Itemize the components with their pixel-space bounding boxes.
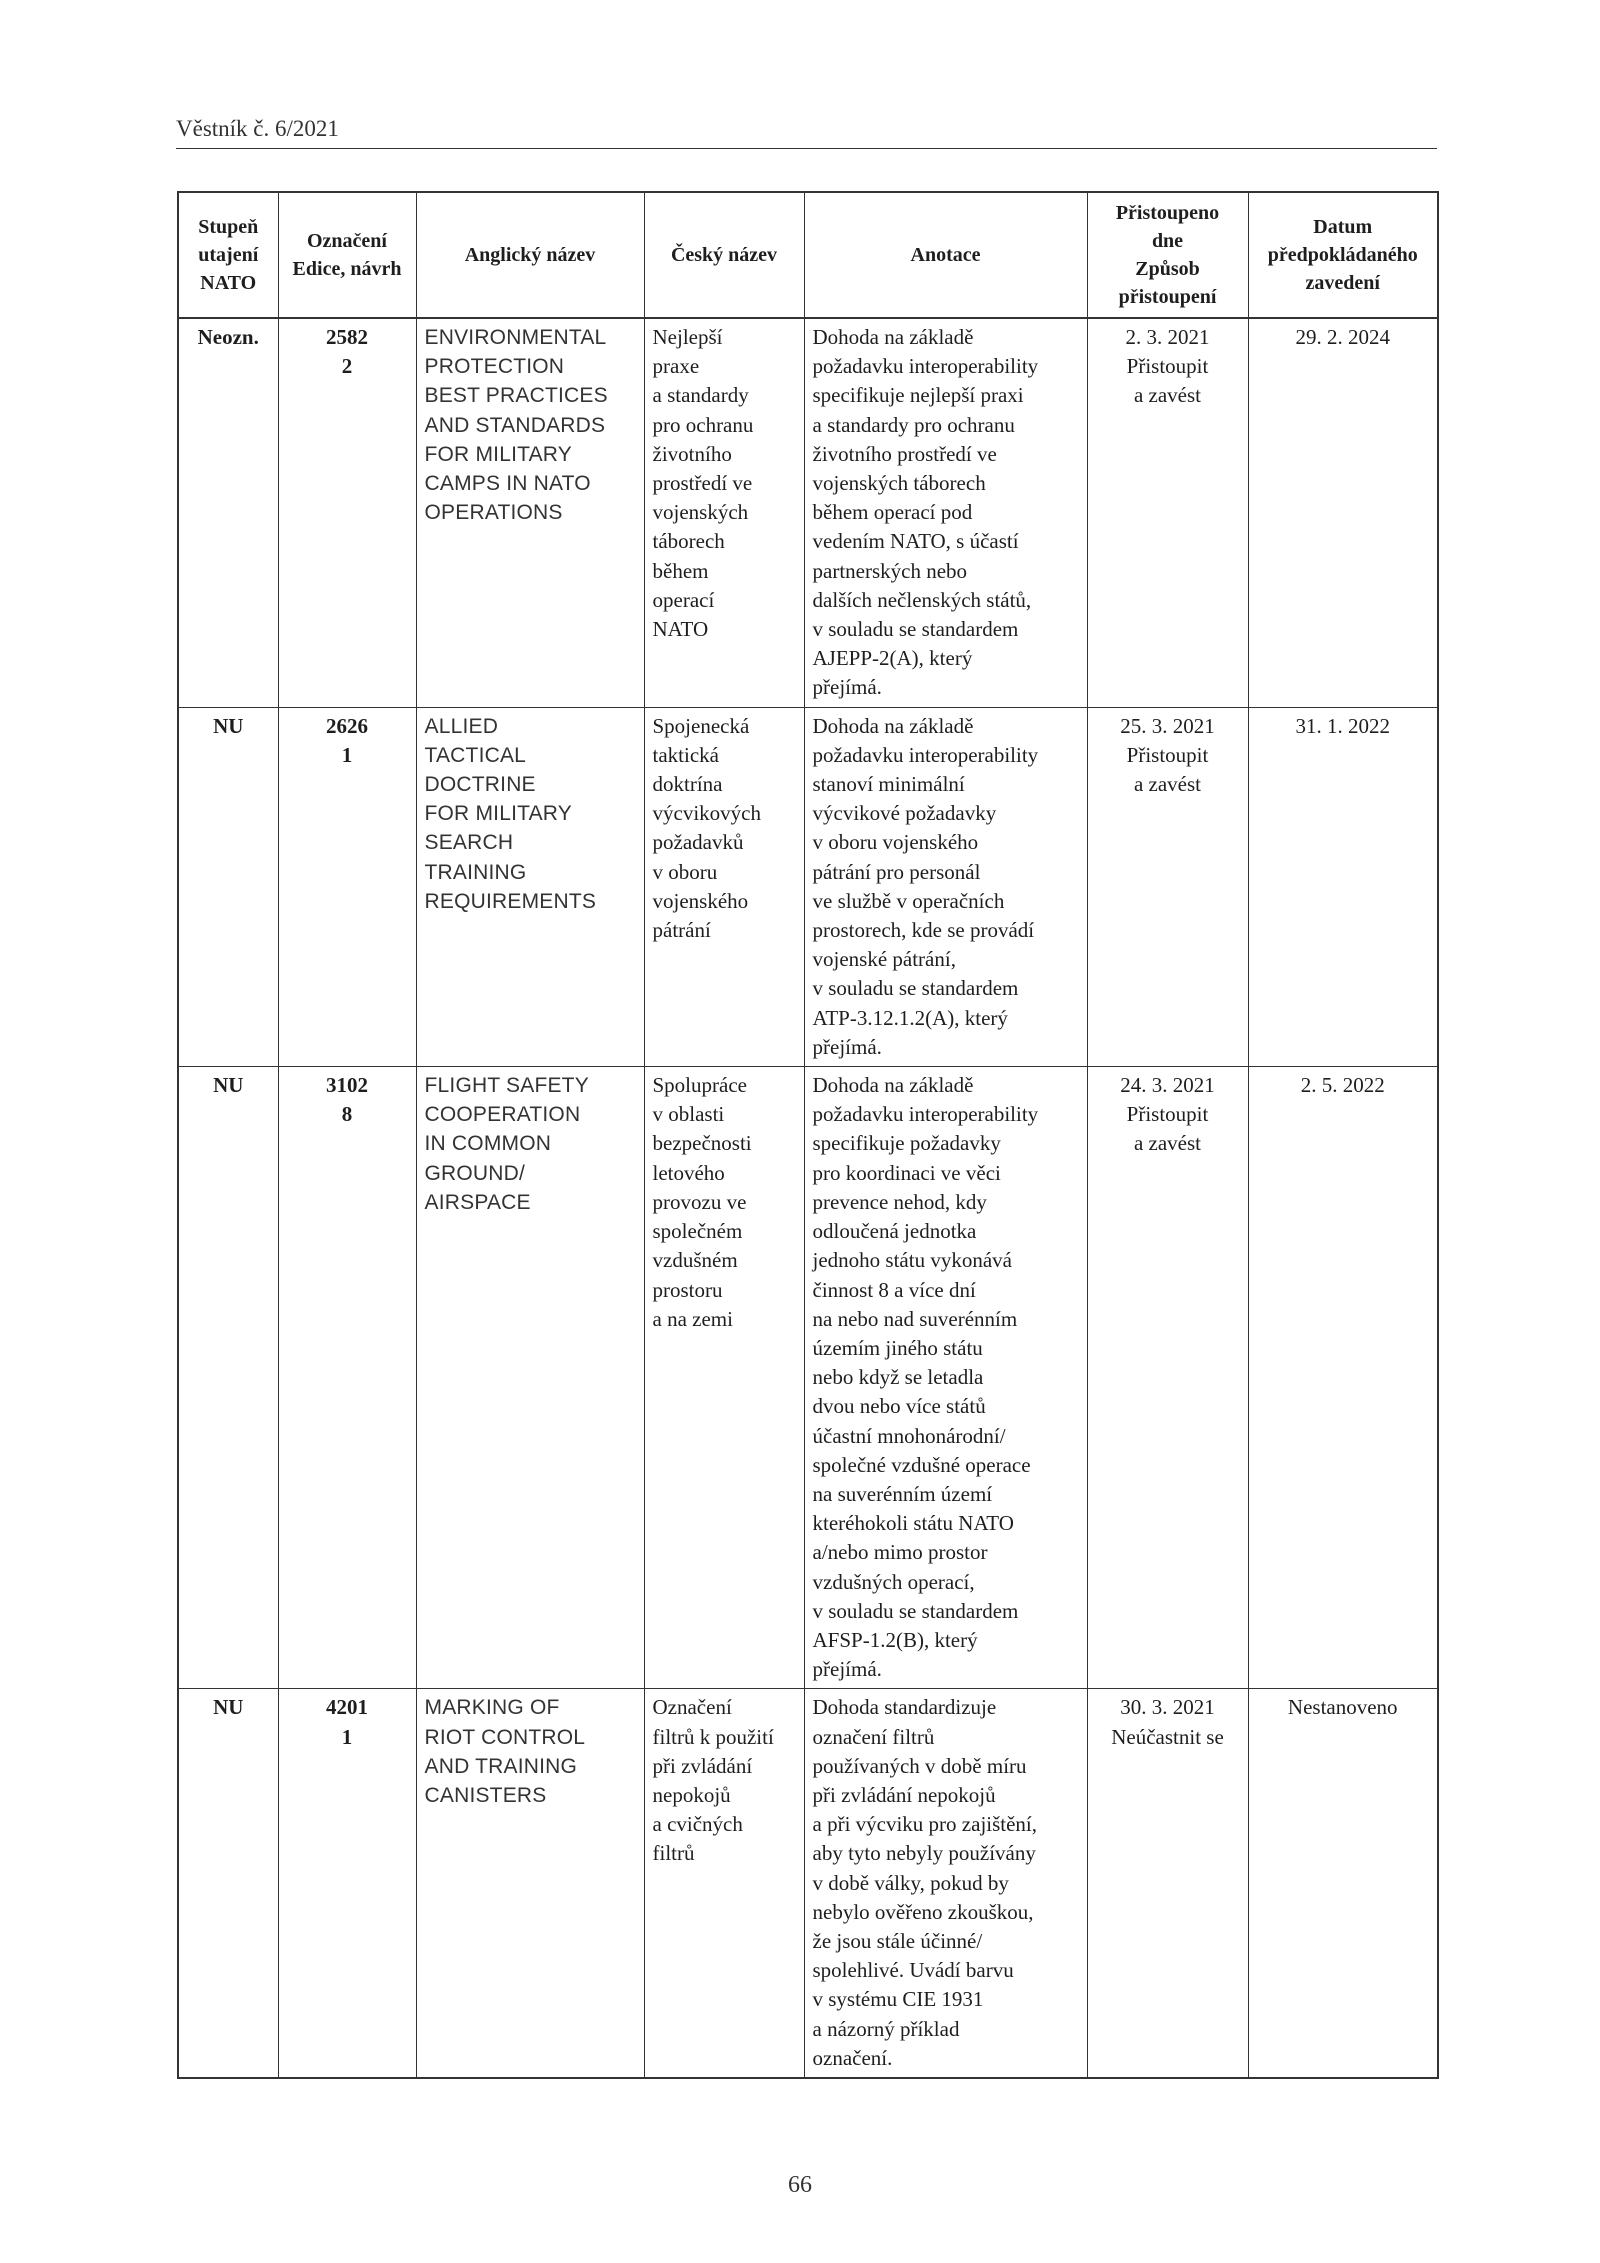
- classification-cell: NU: [178, 1067, 278, 1689]
- annotation-cell: Dohoda standardizuje označení filtrů používaných v době míru při zvládání nepokojů a při výcviku pro zajištění, aby tyto nebyly používány v době války, pokud by nebylo ověřeno zkouškou, že jsou stále účinné/ spolehlivé. Uvádí barvu v systému CIE 1931 a názorný příklad označení.: [804, 1689, 1087, 2078]
- implementation-date-cell: 2. 5. 2022: [1248, 1067, 1438, 1689]
- column-header-designation: Označení Edice, návrh: [278, 192, 416, 318]
- english-title-cell: MARKING OF RIOT CONTROL AND TRAINING CANISTERS: [416, 1689, 644, 2078]
- english-title-cell: FLIGHT SAFETY COOPERATION IN COMMON GROUND/ AIRSPACE: [416, 1067, 644, 1689]
- page-header: [176, 112, 1437, 149]
- czech-title-cell: Spolupráce v oblasti bezpečnosti letového provozu ve společném vzdušném prostoru a na zemi: [644, 1067, 804, 1689]
- table-row: [178, 318, 1438, 707]
- column-header-english-title: Anglický název: [416, 192, 644, 318]
- column-header-annotation: Anotace: [804, 192, 1087, 318]
- classification-cell: NU: [178, 1689, 278, 2078]
- implementation-date-cell: 29. 2. 2024: [1248, 318, 1438, 707]
- english-title-cell: ENVIRONMENTAL PROTECTION BEST PRACTICES AND STANDARDS FOR MILITARY CAMPS IN NATO OPERATIONS: [416, 318, 644, 707]
- column-header-implementation-date: Datum předpokládaného zavedení: [1248, 192, 1438, 318]
- column-header-czech-title: Český název: [644, 192, 804, 318]
- english-title-cell: ALLIED TACTICAL DOCTRINE FOR MILITARY SEARCH TRAINING REQUIREMENTS: [416, 707, 644, 1066]
- page-number: 66: [788, 2172, 812, 2198]
- accession-cell: 2. 3. 2021 Přistoupit a zavést: [1087, 318, 1248, 707]
- table-row: [178, 1689, 1438, 2078]
- designation-cell: 2582 2: [278, 318, 416, 707]
- czech-title-cell: Nejlepší praxe a standardy pro ochranu životního prostředí ve vojenských táborech během operací NATO: [644, 318, 804, 707]
- classification-cell: Neozn.: [178, 318, 278, 707]
- table-header-row: [178, 192, 1438, 318]
- implementation-date-cell: 31. 1. 2022: [1248, 707, 1438, 1066]
- accession-cell: 24. 3. 2021 Přistoupit a zavést: [1087, 1067, 1248, 1689]
- accession-cell: 25. 3. 2021 Přistoupit a zavést: [1087, 707, 1248, 1066]
- journal-title: Věstník č. 6/2021: [176, 116, 339, 141]
- table-row: [178, 707, 1438, 1066]
- implementation-date-cell: Nestanoveno: [1248, 1689, 1438, 2078]
- annotation-cell: Dohoda na základě požadavku interoperability specifikuje nejlepší praxi a standardy pro ochranu životního prostředí ve vojenských táborech během operací pod vedením NATO, s účastí partnerských nebo dalších nečlenských států, v souladu se standardem AJEPP-2(A), který přejímá.: [804, 318, 1087, 707]
- classification-cell: NU: [178, 707, 278, 1066]
- table-row: [178, 1067, 1438, 1689]
- czech-title-cell: Označení filtrů k použití při zvládání nepokojů a cvičných filtrů: [644, 1689, 804, 2078]
- annotation-cell: Dohoda na základě požadavku interoperability specifikuje požadavky pro koordinaci ve věci prevence nehod, kdy odloučená jednotka jednoho státu vykonává činnost 8 a více dní na nebo nad suverénním územím jiného státu nebo když se letadla dvou nebo více států účastní mnohonárodní/ společné vzdušné operace na suverénním území kteréhokoli státu NATO a/nebo mimo prostor vzdušných operací, v souladu se standardem AFSP-1.2(B), který přejímá.: [804, 1067, 1087, 1689]
- standards-table: [177, 191, 1439, 2079]
- annotation-cell: Dohoda na základě požadavku interoperability stanoví minimální výcvikové požadavky v oboru vojenského pátrání pro personál ve službě v operačních prostorech, kde se provádí vojenské pátrání, v souladu se standardem ATP-3.12.1.2(A), který přejímá.: [804, 707, 1087, 1066]
- column-header-accession: Přistoupeno dne Způsob přistoupení: [1087, 192, 1248, 318]
- designation-cell: 4201 1: [278, 1689, 416, 2078]
- czech-title-cell: Spojenecká taktická doktrína výcvikových požadavků v oboru vojenského pátrání: [644, 707, 804, 1066]
- designation-cell: 3102 8: [278, 1067, 416, 1689]
- designation-cell: 2626 1: [278, 707, 416, 1066]
- column-header-classification: Stupeň utajení NATO: [178, 192, 278, 318]
- accession-cell: 30. 3. 2021 Neúčastnit se: [1087, 1689, 1248, 2078]
